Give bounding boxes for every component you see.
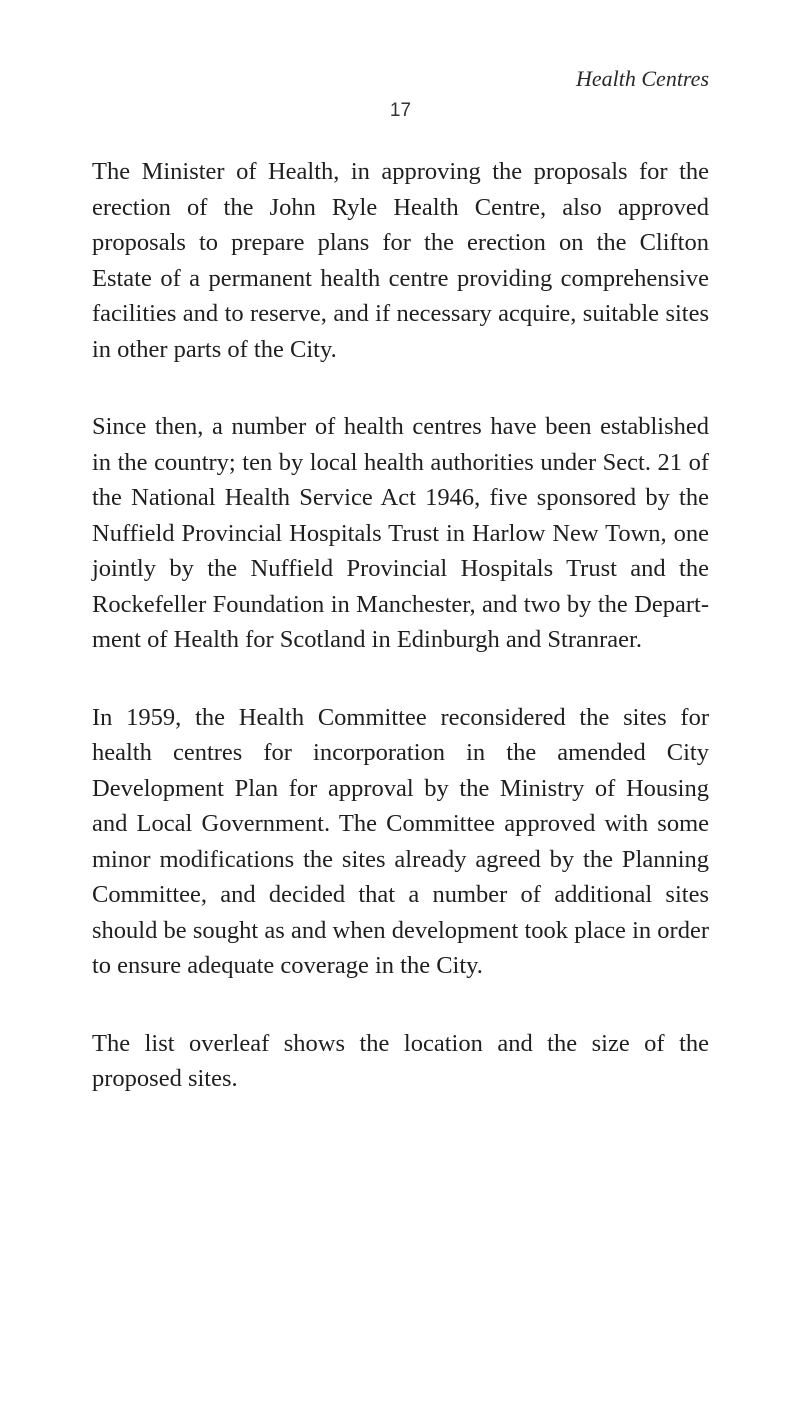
page-number: 17 <box>389 100 412 121</box>
paragraph-4: The list overleaf shows the location and the size of the proposed sites. <box>92 1029 709 1092</box>
running-head-title: Health Centres <box>576 66 709 91</box>
body-text <box>92 154 709 1097</box>
paragraph-1: The Minister of Health, in approving the proposals for the erection of the John Ryle Health Centre, also approved proposals to prepare plans for the erection on the Clifton Estate of a permanent health centre providing comprehensive facilities and to reserve, and if necessary acquire, suitable sites in other parts of the City. <box>92 158 709 363</box>
paragraph-3: In 1959, the Health Committee reconsidered the sites for health centres for incorporation in the amended City Development Plan for approval by the Ministry of Housing and Local Government. The Committee approved with some minor modifications the sites already agreed by the Planning Committee, and decided that a number of additional sites should be sought as and when development took place in order to ensure adequate coverage in the City. <box>92 703 709 979</box>
paragraph-2: Since then, a number of health centres have been established in the country; ten by local health authorities under Sect. 21 of the National Health Service Act 1946, five sponsored by the Nuffield Provincial Hospitals Trust in Harlow New Town, one jointly by the Nuffield Provincial Hospitals Trust and the Rockefeller Foundation in Manchester, and two by the Department of Health for Scotland in Edinburgh and Stranraer. <box>92 413 709 653</box>
